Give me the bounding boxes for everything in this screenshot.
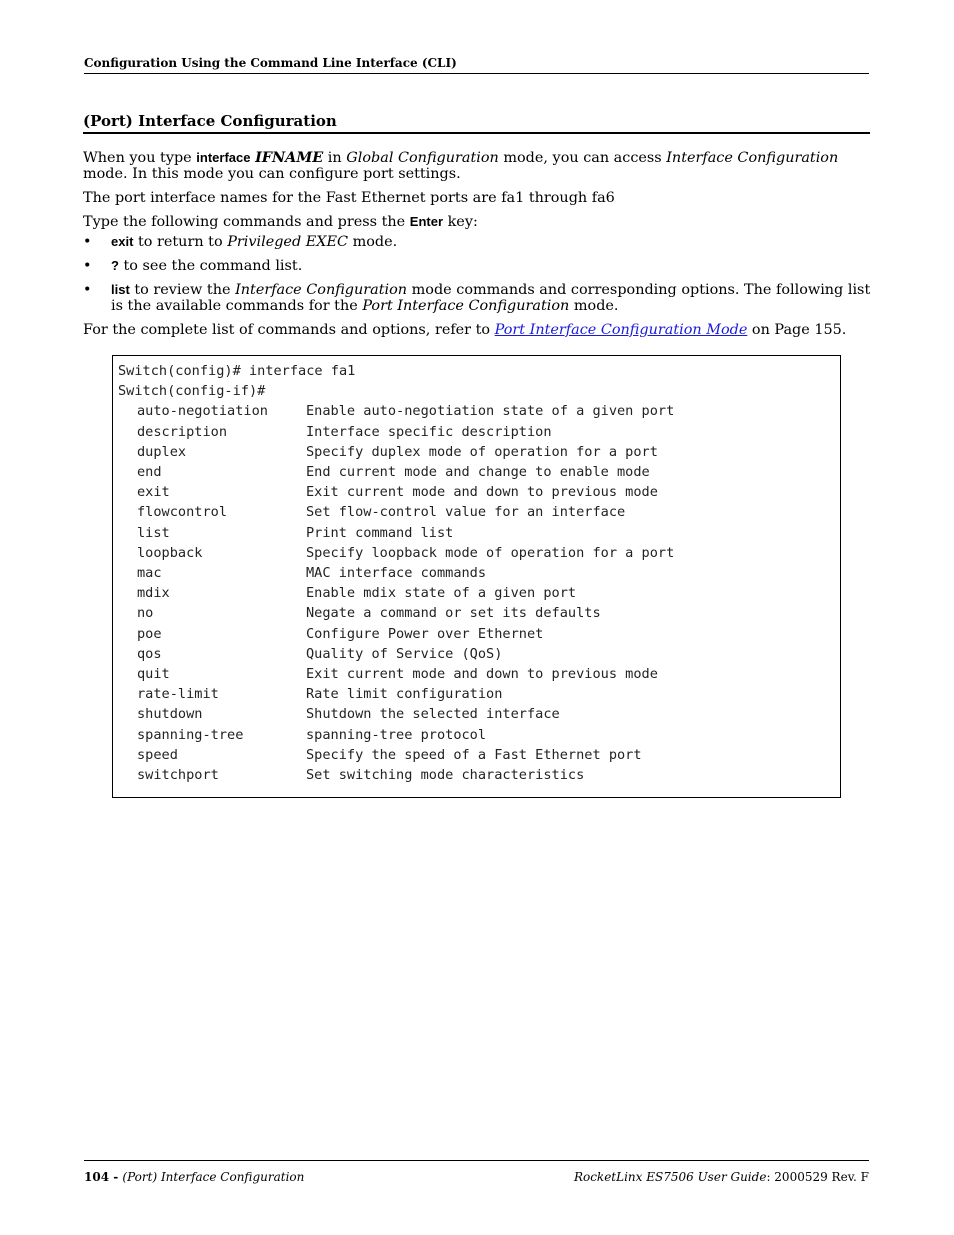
- cli-command-row: [118, 725, 674, 745]
- text: on Page 155.: [747, 322, 847, 338]
- cli-command-description: Set flow-control value for an interface: [306, 504, 626, 521]
- code-lines: [118, 361, 674, 785]
- command-bullet-list: [83, 234, 873, 314]
- cli-command-name: poe: [137, 625, 162, 642]
- cli-command-row: [118, 704, 674, 724]
- text: mode.: [348, 234, 398, 250]
- mode-interface: Interface Configuration: [666, 150, 839, 166]
- intro-paragraph: [83, 150, 873, 182]
- footer-doc-id: : 2000529 Rev. F: [766, 1170, 869, 1184]
- cli-command-name: auto-negotiation: [137, 403, 268, 420]
- cli-command-row: [118, 482, 674, 502]
- cli-command-row: [118, 644, 674, 664]
- cli-prompt-line: Switch(config-if)#: [118, 383, 266, 400]
- cli-command-row: [118, 523, 674, 543]
- port-names-paragraph: The port interface names for the Fast Ethernet ports are fa1 through fa6: [83, 190, 615, 206]
- mode-port-interface: Port Interface Configuration: [362, 298, 570, 314]
- cli-command-description: Interface specific description: [306, 423, 552, 440]
- footer-rule: [84, 1160, 869, 1161]
- bullet-marker: •: [83, 234, 92, 250]
- cli-command-description: Specify duplex mode of operation for a port: [306, 443, 658, 460]
- cli-command-row: [118, 401, 674, 421]
- list-item: [83, 258, 873, 274]
- text: to review the: [129, 282, 236, 298]
- cli-command-row: [118, 502, 674, 522]
- cli-command-name: flowcontrol: [137, 504, 228, 521]
- cli-command-name: rate-limit: [137, 686, 219, 703]
- cli-command-name: list: [137, 524, 170, 541]
- text: mode, you can access: [498, 150, 667, 166]
- text: mode.: [569, 298, 619, 314]
- cli-command-row: [118, 603, 674, 623]
- cli-command-name: mac: [137, 565, 162, 582]
- cli-command-description: Configure Power over Ethernet: [306, 625, 544, 642]
- mode-privileged-exec: Privileged EXEC: [227, 234, 348, 250]
- cli-command-name: end: [137, 464, 162, 481]
- cli-command-description: End current mode and change to enable mode: [306, 464, 650, 481]
- cli-command-name: no: [137, 605, 154, 622]
- command-list: list: [111, 282, 130, 297]
- cli-command-row: [118, 684, 674, 704]
- cli-prompt-line: Switch(config)# interface fa1: [118, 363, 356, 379]
- footer-product: RocketLinx ES7506 User Guide: [573, 1170, 767, 1184]
- cli-command-name: description: [137, 423, 228, 440]
- cli-command-name: duplex: [137, 443, 187, 460]
- footer-right: [574, 1170, 869, 1184]
- cli-command-name: exit: [137, 484, 170, 501]
- bullet-marker: •: [83, 282, 92, 298]
- text: When you type: [83, 150, 197, 166]
- cli-command-description: Enable auto-negotiation state of a given port: [306, 403, 675, 420]
- cli-command-description: Exit current mode and down to previous mode: [306, 484, 658, 501]
- cli-command-description: Quality of Service (QoS): [306, 645, 503, 662]
- cli-command-row: [118, 563, 674, 583]
- cli-command-description: Shutdown the selected interface: [306, 706, 560, 723]
- body-text: [83, 150, 873, 346]
- cli-command-description: spanning-tree protocol: [306, 726, 487, 743]
- command-exit: exit: [111, 234, 134, 249]
- command-interface: interface: [196, 150, 251, 165]
- cli-command-name: mdix: [137, 585, 170, 602]
- text: mode. In this mode you can configure port settings.: [83, 166, 461, 182]
- mode-global: Global Configuration: [346, 150, 499, 166]
- cli-command-row: [118, 442, 674, 462]
- cli-command-row: [118, 664, 674, 684]
- cli-command-description: Specify loopback mode of operation for a port: [306, 544, 675, 561]
- cli-command-name: loopback: [137, 544, 203, 561]
- bullet-marker: •: [83, 258, 92, 274]
- command-help: ?: [111, 258, 119, 273]
- cli-command-description: Rate limit configuration: [306, 686, 503, 703]
- reference-paragraph: [83, 322, 873, 338]
- running-header: Configuration Using the Command Line Interface (CLI): [84, 56, 869, 74]
- text: to see the command list.: [118, 258, 303, 274]
- key-enter: Enter: [409, 214, 444, 229]
- cli-command-row: [118, 543, 674, 563]
- cli-command-description: Set switching mode characteristics: [306, 767, 585, 784]
- cli-command-row: [118, 583, 674, 603]
- cli-code-block: [112, 355, 841, 798]
- instruction-paragraph: [83, 214, 873, 230]
- cli-command-row: [118, 765, 674, 785]
- section-title: (Port) Interface Configuration: [83, 112, 870, 134]
- cli-command-row: [118, 462, 674, 482]
- text: For the complete list of commands and options, refer to: [83, 322, 495, 338]
- cli-command-description: Enable mdix state of a given port: [306, 585, 577, 602]
- cli-command-description: Exit current mode and down to previous mode: [306, 666, 658, 683]
- cli-command-row: [118, 745, 674, 765]
- cross-reference-link[interactable]: Port Interface Configuration Mode: [494, 322, 748, 338]
- cli-command-name: qos: [137, 645, 162, 662]
- list-item: [83, 234, 873, 250]
- cli-command-description: MAC interface commands: [306, 565, 487, 582]
- text: key:: [443, 214, 478, 230]
- cli-command-name: quit: [137, 666, 170, 683]
- text: mode commands and corresponding options. The following list is the available commands for the: [111, 282, 871, 314]
- list-item: [83, 282, 873, 314]
- mode-interface: Interface Configuration: [235, 282, 408, 298]
- cli-command-description: Print command list: [306, 524, 454, 541]
- cli-command-name: switchport: [137, 767, 219, 784]
- text: Type the following commands and press the: [83, 214, 410, 230]
- argument-ifname: IFNAME: [255, 149, 324, 166]
- footer-left: [84, 1170, 304, 1184]
- text: in: [323, 150, 347, 166]
- cli-command-name: shutdown: [137, 706, 203, 723]
- cli-command-name: speed: [137, 746, 178, 763]
- footer-section: (Port) Interface Configuration: [122, 1170, 305, 1184]
- page-number: 104 -: [84, 1170, 123, 1184]
- cli-command-row: [118, 624, 674, 644]
- cli-command-description: Negate a command or set its defaults: [306, 605, 601, 622]
- cli-command-row: [118, 422, 674, 442]
- cli-command-name: spanning-tree: [137, 726, 244, 743]
- text: to return to: [133, 234, 228, 250]
- cli-command-description: Specify the speed of a Fast Ethernet port: [306, 746, 642, 763]
